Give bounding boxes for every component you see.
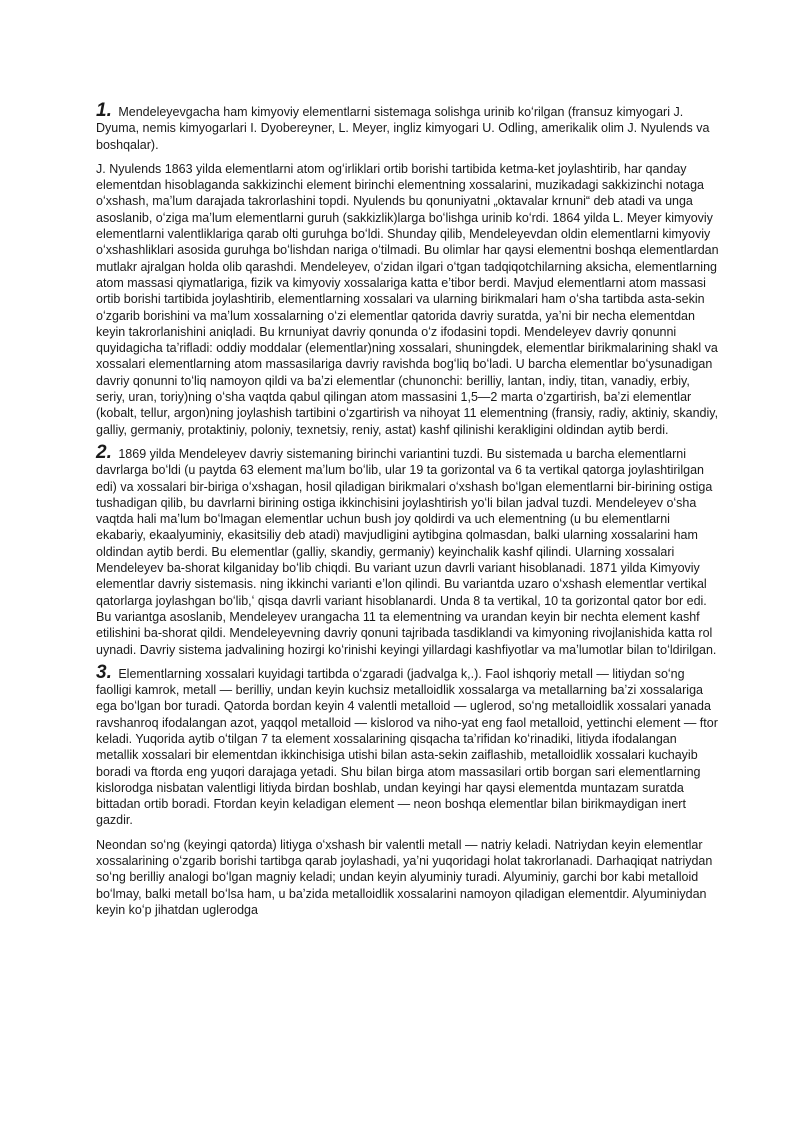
paragraph-number: 3.	[96, 661, 112, 683]
paragraph-3-continued	[96, 837, 720, 918]
document-body	[96, 100, 720, 926]
paragraph-number: 1.	[96, 100, 112, 121]
paragraph-3	[96, 661, 720, 829]
paragraph-text: 1869 yilda Mendeleyev davriy sistemaning birinchi variantini tuzdi. Bu sistemada u barcha elementlarni davrlarga boʻldi (u paytda 63 element maʼlum boʻlib, ular 19 ta gorizontal va 6 ta vertikal qatorga joylashtirilgan edi) va xossalari bir-biriga oʻxshagan, hosil qiladigan birikmalari oʻxshash boʻlgan elementlarni bir-birining ostiga tushadigan qilib, bu davrlarni birining ostiga ikkinchisini joylashtirish yoʻli bilan jadval tuzdi. Mendeleyev oʻsha vaqtda hali maʼlum boʻlmagan elementlar uchun bush joy qoldirdi va uch elementning (u bu elementlarni ekabariy, ekaalyuminiy, ekasitsiliy deb atadi) mavjudligini aytibgina qolmasdan, balki ularning xossalarini ham oldindan aytib berdi. Bu elementlar (galliy, skandiy, germaniy) keyinchalik kashf qilindi. Ularning xossalari Mendeleyev ba-shorat kilganiday boʻlib chiqdi. Bu variant uzun davrli variant hisoblanadi. 1871 yilda Kimyoviy elementlar davriy sistemasis. ning ikkinchi varianti eʼlon qilindi. Bu variantda uzaro oʻxshash elementlar vertikal qatorlarga joylashgan boʻlib,ʻ qisqa davrli variant hisoblanardi. Unda 8 ta vertikal, 10 ta gorizontal qator bor edi. Bu variantga asoslanib, Mendeleyev urangacha 11 ta elementning va urandan keyin bir nechta element kashf etilishini ba-shorat qildi. Mendeleyevning davriy qonuni tajribada tasdiklandi va kimyoning rivojlanishida katta rol uynadi. Davriy sistema jadvalining hozirgi koʻrinishi keyingi yillardagi kashfiyotlar va maʼlumotlar bilan toʻldirilgan.	[96, 446, 717, 657]
paragraph-1	[96, 100, 720, 153]
paragraph-text: Mendeleyevgacha ham kimyoviy elementlarni sistemaga solishga urinib koʻrilgan (fransuz kimyogari J. Dyuma, nemis kimyogarlari I. Dyobereyner, L. Meyer, ingliz kimyogari U. Odling, amerikalik olim J. Nyulends va boshqalar).	[96, 105, 710, 152]
paragraph-text: Neondan soʻng (keyingi qatorda) litiyga oʻxshash bir valentli metall — natriy keladi. Natriydan keyin elementlar xossalarining oʻzgarib borishi tartibga qarab joylashadi, yaʼni yuqoridagi holat takrorlanadi. Darhaqiqat natriydan soʻng berilliy analogi boʻlgan magniy keladi; undan keyin alyuminiy turadi. Alyuminiy, garchi bor kabi metalloid boʻlmay, balki metall boʻlsa ham, u baʼzida metalloidlik xossalarini namoyon qiladigan elementdir. Alyuminiydan keyin koʻp jihatdan uglerodga	[96, 837, 713, 917]
paragraph-number: 2.	[96, 441, 112, 463]
paragraph-2	[96, 441, 720, 658]
paragraph-text: J. Nyulends 1863 yilda elementlarni atom ogʻirliklari ortib borishi tartibida ketma-ket joylashtirib, har qanday elementdan hisoblaganda sakkizinchi element birinchi elementning xossalarini, muzikadagi sakkizinchi notaga oʻxshash, maʼlum darajada takrorlashini topdi. Nyulends bu qonuniyatni „oktavalar krnuni“ deb atadi va unga asoslanib, oʻziga maʼlum elementlarni guruh (sakkizlik)larga boʻlishga urinib koʻrdi. 1864 yilda L. Meyer kimyoviy elementlarni valentliklariga qarab olti guruhga boʻldi. Shunday qilib, Mendeleyevdan oldin elementlarni kimyoviy oʻxshashliklari asosida guruhga boʻlishdan nariga oʻtilmadi. Bu olimlar har qaysi elementni boshqa elementlardan mutlakr ajralgan holda olib qarashdi. Mendeleyev, oʻzidan ilgari oʻtgan tadqiqotchilarning aksicha, elementlarning atom massasi qiymatlariga, fizik va kimyoviy xossalariga katta eʼtibor berdi. Mavjud elementlarni atom massasi ortib borishi tartibida joylashtirib, elementlarning xossalari va ularning birikmalari ham oʻsha tartibda asta-sekin oʻzgarib borishini va maʼlum xossalarning oʻzi elementlar qatorida davriy suratda, yaʼni bir necha elementdan keyin takrorlanishini aniqladi. Bu krnuniyat davriy qonunda oʻz ifodasini topdi. Mendeleyev davriy qonunni quyidagicha taʼrifladi: oddiy moddalar (elementlar)ning xossalari, shuningdek, elementlar birikmalarining shakl va xossalari elementlarning atom massasilariga davriy ravishda bogʻliq boʻladi. U barcha elementlar boʻysunadigan davriy qonunni toʻliq namoyon qildi va baʼzi elementlar (chunonchi: berilliy, lantan, indiy, titan, vanadiy, erbiy, seriy, uran, toriy)ning oʻsha vaqtda qabul qilingan atom massasini 1,5—2 marta oʻzgartirish, baʼzi elementlar (kobalt, tellur, argon)ning joylashish tartibini oʻzgartirish va nihoyat 11 elementning (fransiy, radiy, aktiniy, skandiy, galliy, germaniy, protaktiniy, poloniy, texnetsiy, reniy, astat) kashf qilinishi kerakligini oldindan aytib berdi.	[96, 161, 719, 437]
paragraph-1-continued	[96, 161, 720, 438]
paragraph-text: Elementlarning xossalari kuyidagi tartibda oʻzgaradi (jadvalga k,.). Faol ishqoriy metall — litiydan soʻng faolligi kamrok, metall — berilliy, undan keyin kuchsiz metalloidlik xossalarga va metallarning baʼzi xossalariga ega boʻlgan bor turadi. Qatorda bordan keyin 4 valentli metalloid — uglerod, soʻng metalloidlik xossalari yanada ravshanroq ifodalangan azot, yaqqol metalloid — kislorod va niho-yat eng faol metalloid, yettinchi element — ftor keladi. Yuqorida aytib oʻtilgan 7 ta element xossalarining qisqacha taʼrifidan koʻrinadiki, litiyda ifodalangan metallik xossalari bir elementdan ikkinchisiga utishi bilan asta-sekin zaiflashib, metalloidlik xossalari kuchayib boradi va ftorda eng yuqori darajaga yetadi. Shu bilan birga atom massasilari ortib borgan sari elementlarning kislorodga nisbatan valentligi litiyda birdan boshlab, undan keyingi har qaysi elementda muntazam suratda bittadan ortib boradi. Ftordan keyin keladigan element — neon boshqa elementlar bilan birikmaydigan inert gazdir.	[96, 666, 718, 828]
